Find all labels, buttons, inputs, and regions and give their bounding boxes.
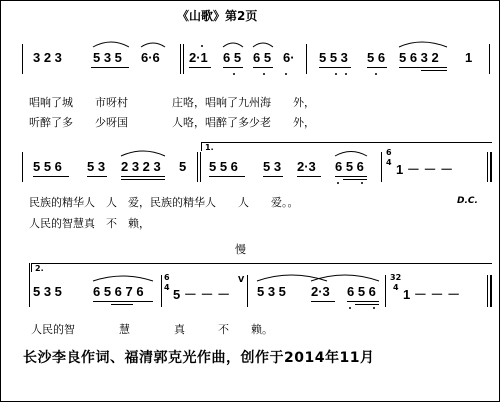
page-title: 《山歌》第2页 <box>177 9 258 23</box>
slurs <box>1 1 499 401</box>
note-group: 5 5 6 <box>209 159 238 174</box>
note-group: 6 5 <box>253 50 272 65</box>
slur <box>399 42 447 47</box>
credit-line: 长沙李良作词、福清郭克光作曲，创作于2014年11月 <box>23 350 375 366</box>
note-group: 5 5 6 <box>33 159 62 174</box>
note-group: 5 － － － <box>173 287 231 302</box>
slur <box>257 275 327 281</box>
note-group: 5 3 5 <box>93 50 122 65</box>
note-group: 6 5 6 7 6 <box>93 284 144 299</box>
slur <box>311 275 379 281</box>
note-group: 5 6 <box>367 50 386 65</box>
note-group: 5 5 3 <box>319 50 348 65</box>
note-group: 6·6 <box>141 50 160 65</box>
lyric-verse: 人民的智 慧 真 不 赖。 <box>31 323 273 336</box>
note-group: 5 3 <box>87 159 106 174</box>
tempo-mark: 慢 <box>235 243 246 256</box>
note-group: 1 － － － <box>396 162 454 177</box>
slur <box>121 151 165 156</box>
time-sig-bottom: 4 <box>393 283 399 292</box>
volta-label: 2. <box>35 264 44 273</box>
note-group: 2 3 2 3 <box>121 159 161 174</box>
note-group: 2·1 <box>189 50 208 65</box>
lyric-verse2: 人民的智慧真 不 赖， <box>29 217 150 230</box>
time-sig-top: 6 <box>386 148 392 157</box>
lyric-verse1: 民族的精华人 人 爱，民族的精华人 人 爱。。 <box>29 196 299 209</box>
note-group: 5 3 <box>263 159 282 174</box>
slur <box>253 43 273 47</box>
time-sig-top: 6 <box>164 273 170 282</box>
note-group: 1 － － － <box>403 287 461 302</box>
note-group: 1 <box>465 50 473 65</box>
note-group: 2·3 <box>311 284 330 299</box>
slur <box>335 152 367 157</box>
note-group: 5 <box>179 159 187 174</box>
note-group: 2·3 <box>297 159 316 174</box>
note-group: 5 3 5 <box>257 284 286 299</box>
volta-label: 1. <box>205 143 214 152</box>
note-group: 6 5 6 <box>347 284 376 299</box>
slur <box>223 43 243 47</box>
slur <box>141 43 165 47</box>
time-sig-top: 32 <box>390 273 402 282</box>
dc-mark: D.C. <box>457 196 478 206</box>
slur <box>93 42 129 47</box>
note-group: 6· <box>283 50 295 65</box>
note-group: 6 5 6 <box>335 159 364 174</box>
lyric-verse1: 唱响了城 市呀村 庄咯，唱响了九州海 外， <box>29 96 315 109</box>
time-sig-bottom: 4 <box>386 158 392 167</box>
note-group: 3 2 3 <box>33 50 62 65</box>
lyric-verse2: 听醉了多 少呀国 人咯，唱醉了多少老 外， <box>29 116 315 129</box>
note-group: 5 3 5 <box>33 284 62 299</box>
note-group: 5 6 3 2 <box>399 50 439 65</box>
breath-mark: V <box>238 275 245 284</box>
note-group: 6 5 <box>223 50 242 65</box>
time-sig-bottom: 4 <box>164 283 170 292</box>
slur <box>93 276 153 281</box>
